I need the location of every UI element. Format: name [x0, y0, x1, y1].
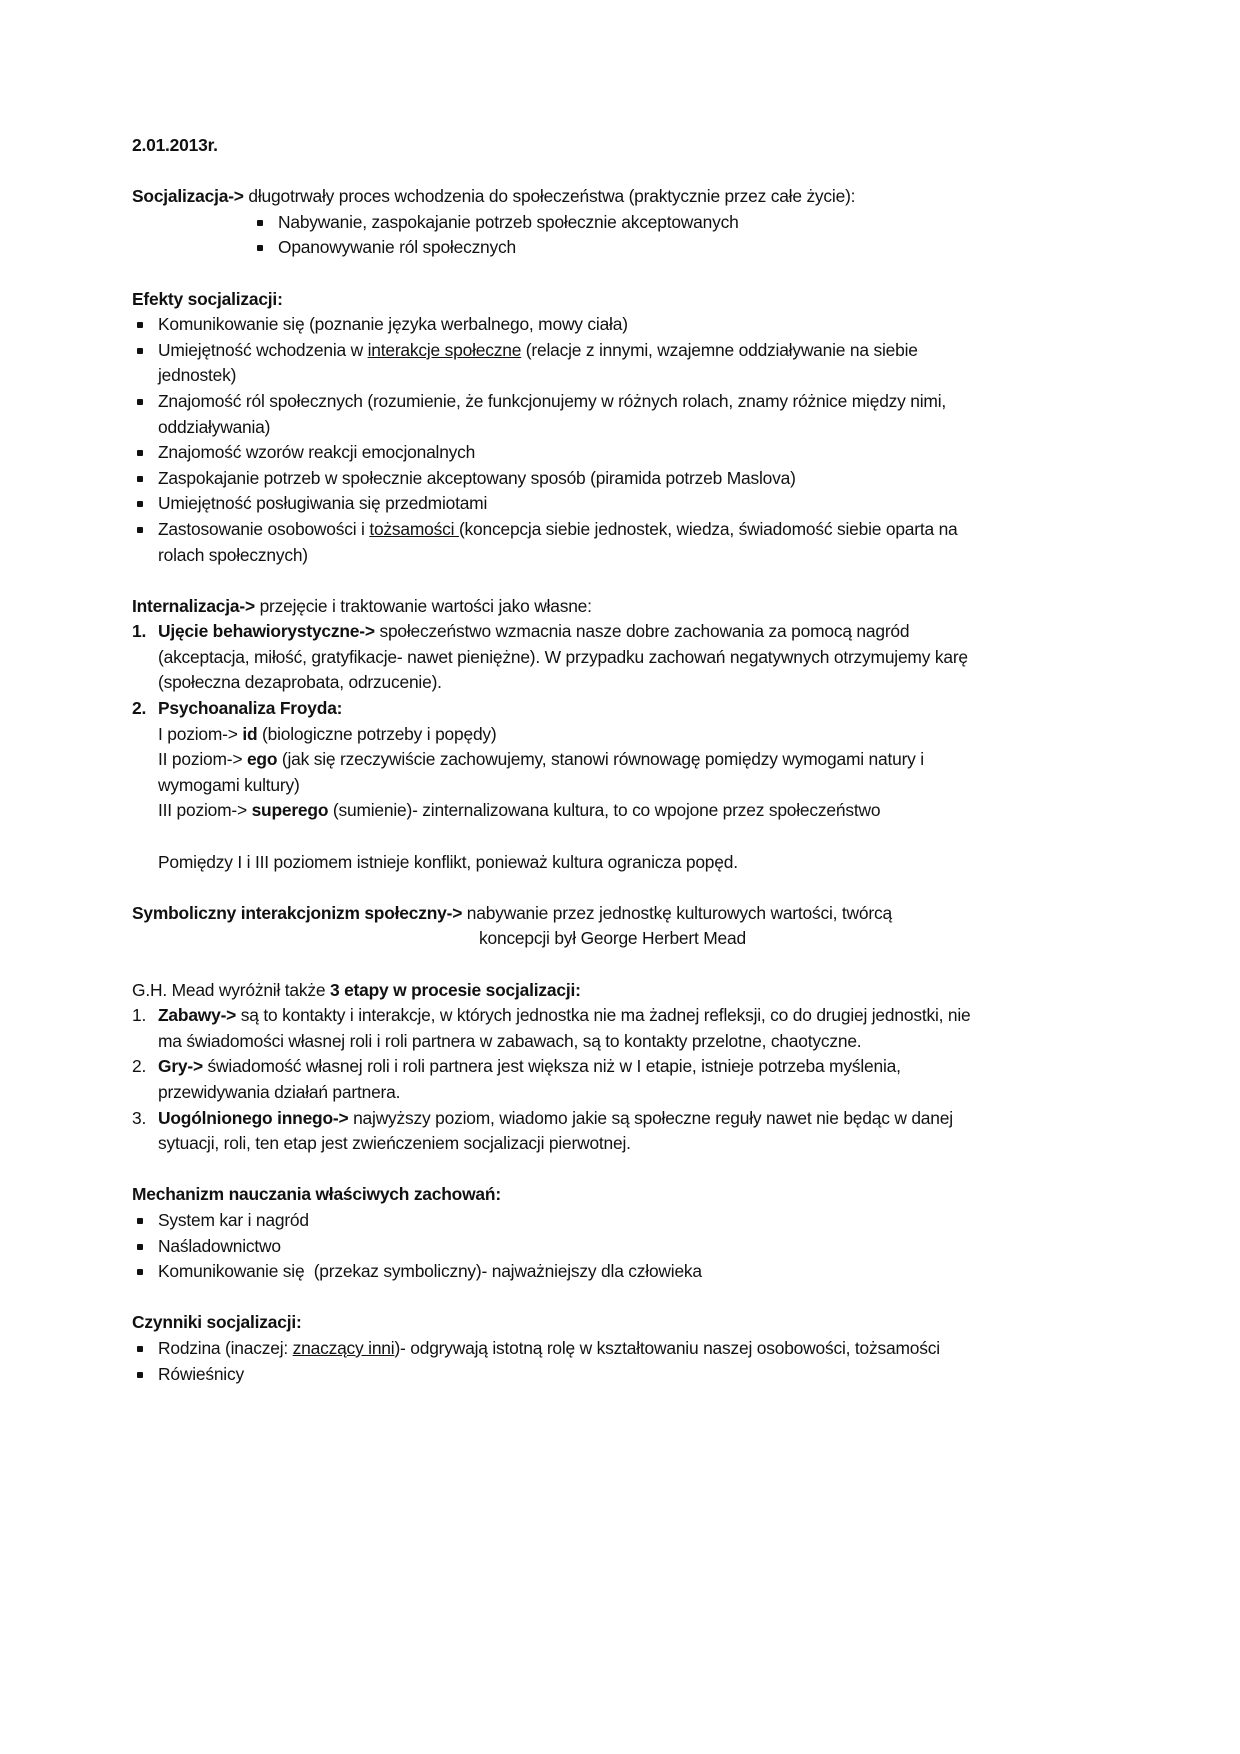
list-item: Rówieśnicy [132, 1362, 992, 1388]
level-id: I poziom-> id (biologiczne potrzeby i popędy) [158, 723, 497, 744]
list-item: Zastosowanie osobowości i tożsamości (koncepcja siebie jednostek, wiedza, świadomość siebie oparta na rolach społecznych) [132, 517, 992, 568]
mechanizm-list [132, 1208, 992, 1285]
level-ego: II poziom-> ego (jak się rzeczywiście zachowujemy, stanowi równowagę pomiędzy wymogami natury i wymogami kultury) [158, 749, 924, 795]
list-item: Umiejętność wchodzenia w interakcje społeczne (relacje z innymi, wzajemne oddziaływanie na siebie jednostek) [132, 338, 992, 389]
efekty-list [132, 312, 992, 568]
list-item: Naśladownictwo [132, 1234, 992, 1260]
list-item: Komunikowanie się (przekaz symboliczny)- najważniejszy dla człowieka [132, 1259, 992, 1285]
mead-stages-list [132, 1003, 992, 1157]
socjalizacja-list [252, 210, 992, 261]
czynniki-heading: Czynniki socjalizacji: [132, 1312, 302, 1333]
list-item: Komunikowanie się (poznanie języka werbalnego, mowy ciała) [132, 312, 992, 338]
list-item: 2. Psychoanaliza Froyda: [132, 698, 343, 719]
symboliczny-definition: Symboliczny interakcjonizm społeczny-> nabywanie przez jednostkę kulturowych wartości, twórcą [132, 902, 892, 923]
list-item: 1. Ujęcie behawiorystyczne-> społeczeństwo wzmacnia nasze dobre zachowania za pomocą nagród (akceptacja, miłość, gratyfikacje- nawet pieniężne). W przypadku zachowań negatywnych otrzymujemy karę (społeczna dezaprobata, odrzucenie). [132, 621, 968, 693]
symboliczny-continuation: koncepcji był George Herbert Mead [479, 928, 746, 949]
date: 2.01.2013r. [132, 135, 218, 155]
socjalizacja-definition: Socjalizacja-> długotrwały proces wchodzenia do społeczeństwa (praktycznie przez całe życie): [132, 186, 856, 207]
list-item: Opanowywanie ról społecznych [252, 235, 992, 261]
list-item: 1. Zabawy-> są to kontakty i interakcje, w których jednostka nie ma żadnej refleksji, co do drugiej jednostki, nie ma świadomości własnej roli i roli partnera w zabawach, są to kontakty przelotne, chaotyczne. [132, 1005, 971, 1051]
efekty-heading: Efekty socjalizacji: [132, 288, 283, 309]
list-item: 2. Gry-> świadomość własnej roli i roli partnera jest większa niż w I etapie, istnieje potrzeba myślenia, przewidywania działań partnera. [132, 1056, 901, 1102]
internalizacja-list [132, 619, 992, 721]
document-page [132, 133, 992, 1387]
czynniki-list [132, 1336, 992, 1387]
list-item: Nabywanie, zaspokajanie potrzeb społecznie akceptowanych [252, 210, 992, 236]
level-superego: III poziom-> superego (sumienie)- zinternalizowana kultura, to co wpojone przez społeczeństwo [158, 800, 881, 821]
internalizacja-definition: Internalizacja-> przejęcie i traktowanie wartości jako własne: [132, 595, 592, 616]
list-item: Znajomość wzorów reakcji emocjonalnych [132, 440, 992, 466]
mead-intro: G.H. Mead wyróżnił także 3 etapy w procesie socjalizacji: [132, 979, 581, 1000]
freud-levels [132, 722, 992, 876]
conflict-note: Pomiędzy I i III poziomem istnieje konflikt, ponieważ kultura ogranicza popęd. [158, 851, 738, 872]
list-item: Umiejętność posługiwania się przedmiotami [132, 491, 992, 517]
list-item: Zaspokajanie potrzeb w społecznie akceptowany sposób (piramida potrzeb Maslova) [132, 466, 992, 492]
list-item: Rodzina (inaczej: znaczący inni)- odgrywają istotną rolę w kształtowaniu naszej osobowości, tożsamości [132, 1336, 992, 1362]
list-item: System kar i nagród [132, 1208, 992, 1234]
mechanizm-heading: Mechanizm nauczania właściwych zachowań: [132, 1184, 501, 1205]
list-item: 3. Uogólnionego innego-> najwyższy poziom, wiadomo jakie są społeczne reguły nawet nie będąc w danej sytuacji, roli, ten etap jest zwieńczeniem socjalizacji pierwotnej. [132, 1107, 953, 1154]
list-item: Znajomość ról społecznych (rozumienie, że funkcjonujemy w różnych rolach, znamy różnice między nimi, oddziaływania) [132, 389, 992, 440]
